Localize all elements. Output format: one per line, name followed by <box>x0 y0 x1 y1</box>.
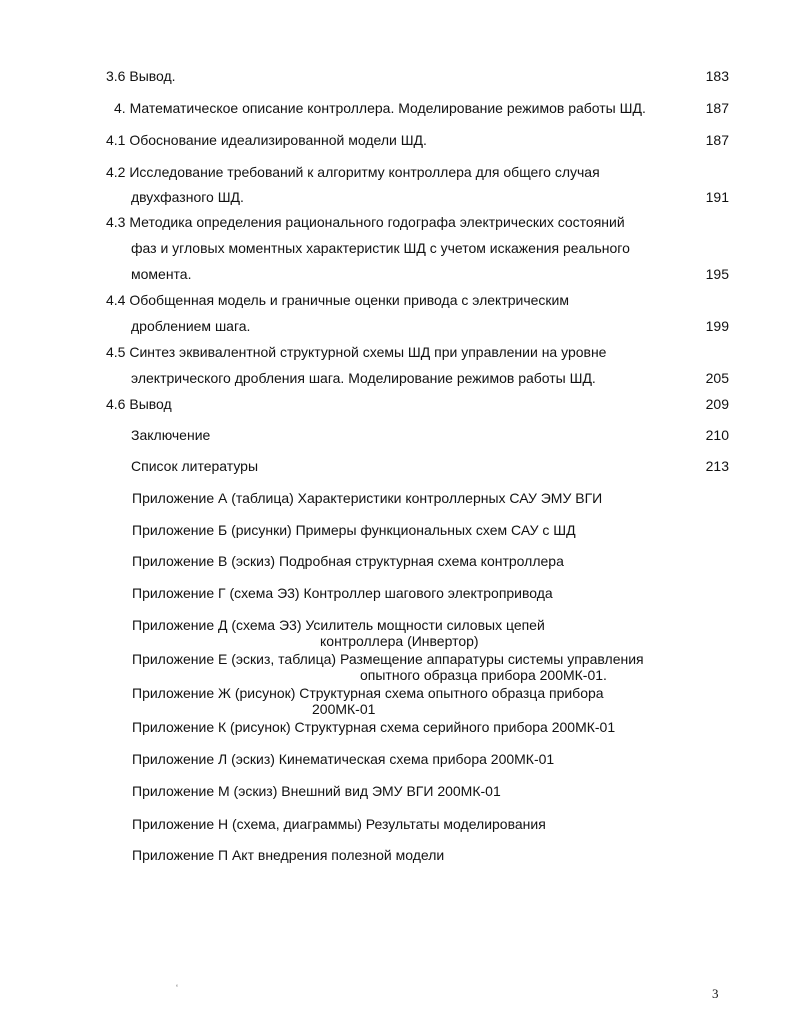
toc-entry-4-3-cont: момента. <box>131 266 192 282</box>
toc-page-number: 183 <box>705 68 729 84</box>
appendix-d: Приложение Д (схема Э3) Усилитель мощности силовых цепей <box>132 617 545 633</box>
appendix-p: Приложение П Акт внедрения полезной модели <box>132 847 445 863</box>
appendix-b: Приложение Б (рисунки) Примеры функциональных схем САУ с ШД <box>132 522 576 538</box>
toc-page-number: 199 <box>705 318 729 334</box>
toc-page-number: 209 <box>705 396 729 412</box>
toc-entry-4-2: 4.2 Исследование требований к алгоритму контроллера для общего случая <box>106 164 600 180</box>
appendix-zh-cont: 200МК-01 <box>312 701 376 717</box>
appendix-k: Приложение К (рисунок) Структурная схема серийного прибора 200МК-01 <box>132 719 616 735</box>
toc-entry-references: Список литературы <box>131 458 259 474</box>
toc-entry-4-6: 4.6 Вывод <box>106 396 172 412</box>
toc-page-number: 187 <box>705 132 729 148</box>
appendix-d-cont: контроллера (Инвертор) <box>320 633 479 649</box>
appendix-l: Приложение Л (эскиз) Кинематическая схема прибора 200МК-01 <box>132 751 555 767</box>
page-number: 3 <box>712 986 719 1001</box>
toc-page-number: 187 <box>705 100 729 116</box>
toc-entry-4-4-cont: дроблением шага. <box>131 318 251 334</box>
appendix-e-cont: опытного образца прибора 200МК-01. <box>360 667 607 683</box>
appendix-e: Приложение Е (эскиз, таблица) Размещение аппаратуры системы управления <box>132 651 644 667</box>
toc-page-number: 213 <box>705 458 729 474</box>
toc-entry-4-2-cont: двухфазного ШД. <box>131 189 244 205</box>
toc-page-number: 191 <box>705 189 729 205</box>
appendix-n: Приложение Н (схема, диаграммы) Результаты моделирования <box>132 816 546 832</box>
appendix-g: Приложение Г (схема Э3) Контроллер шагового электропривода <box>132 585 553 601</box>
toc-entry-conclusion: Заключение <box>131 427 211 443</box>
toc-page-number: 205 <box>705 370 729 386</box>
appendix-v: Приложение В (эскиз) Подробная структурная схема контроллера <box>132 553 564 569</box>
scan-mark: ʻ <box>176 983 178 993</box>
appendix-m: Приложение М (эскиз) Внешний вид ЭМУ ВГИ 200МК-01 <box>132 783 501 799</box>
toc-entry-4-5: 4.5 Синтез эквивалентной структурной схемы ШД при управлении на уровне <box>106 344 607 360</box>
toc-entry-3-6: 3.6 Вывод. <box>106 68 176 84</box>
toc-entry-4-4: 4.4 Обобщенная модель и граничные оценки привода с электрическим <box>106 292 570 308</box>
appendix-a: Приложение А (таблица) Характеристики контроллерных САУ ЭМУ ВГИ <box>132 490 603 506</box>
toc-entry-4-5-cont: электрического дробления шага. Моделирование режимов работы ШД. <box>131 370 596 386</box>
toc-entry-4-3-cont: фаз и угловых моментных характеристик ШД с учетом искажения реального <box>131 240 630 256</box>
toc-page-number: 210 <box>705 427 729 443</box>
appendix-zh: Приложение Ж (рисунок) Структурная схема опытного образца прибора <box>132 685 604 701</box>
toc-entry-4-1: 4.1 Обоснование идеализированной модели ШД. <box>106 132 427 148</box>
toc-page-number: 195 <box>705 266 729 282</box>
toc-entry-4-3: 4.3 Методика определения рационального годографа электрических состояний <box>106 214 625 230</box>
toc-entry-4: 4. Математическое описание контроллера. Моделирование режимов работы ШД. <box>114 100 646 116</box>
